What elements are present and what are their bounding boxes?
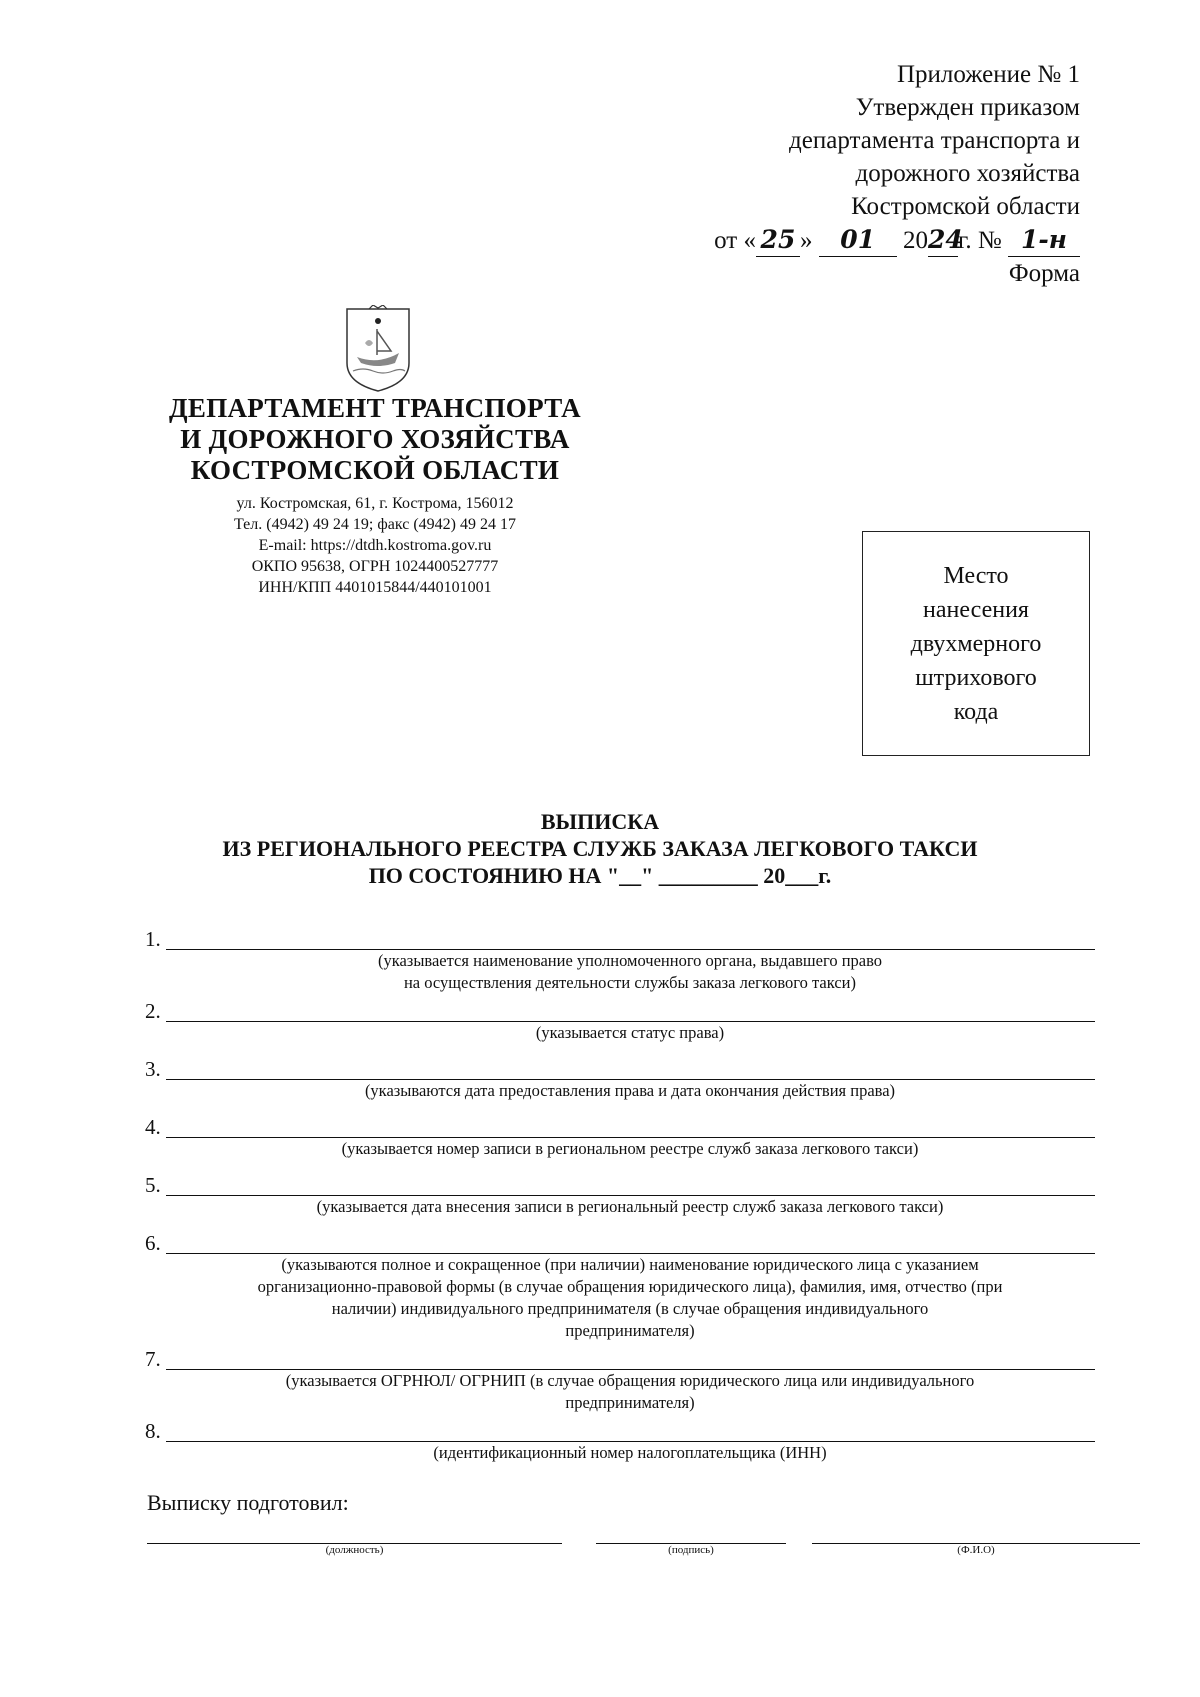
form-field [145, 1174, 1095, 1218]
year-prefix: 20 [902, 227, 928, 254]
signature-label: (подпись) [668, 1544, 714, 1556]
field-hint: (указывается номер записи в региональном реестре служб заказа легкового такси) [341, 1139, 919, 1158]
form-fields [145, 928, 1095, 1464]
field-number: 8. [145, 1419, 161, 1443]
approval-block [714, 58, 1080, 290]
fio-label: (Ф.И.О) [957, 1544, 995, 1556]
position-label: (должность) [325, 1544, 384, 1556]
field-hint: (указывается ОГРНЮЛ/ ОГРНИП (в случае обращения юридического лица или индивидуального предпринимателя) [285, 1371, 975, 1412]
field-hint: (указывается наименование уполномоченного органа, выдавшего право на осуществления деятельности службы заказа легкового такси) [377, 951, 883, 992]
field-number: 4. [145, 1115, 161, 1139]
form-label: Форма [1008, 260, 1080, 287]
barcode-text-1: Место [943, 562, 1009, 589]
barcode-text-3: двухмерного [910, 630, 1042, 657]
appendix-number: Приложение № 1 [896, 61, 1080, 88]
barcode-text-2: нанесения [923, 596, 1029, 623]
order-year: 24 [928, 223, 958, 257]
form-field [145, 1420, 1095, 1464]
field-line[interactable] [166, 1350, 1095, 1370]
form-field [145, 1000, 1095, 1044]
date-mid: » [799, 227, 813, 254]
title-line-3: ПО СОСТОЯНИЮ НА "__" _________ 20___г. [368, 863, 832, 888]
field-line[interactable] [166, 1176, 1095, 1196]
approver-line-3: Костромской области [851, 193, 1080, 220]
field-hint: (указывается дата внесения записи в региональный реестр служб заказа легкового такси) [316, 1197, 944, 1216]
form-field [145, 1058, 1095, 1102]
form-field [145, 1232, 1095, 1342]
field-line[interactable] [166, 1060, 1095, 1080]
department-address: ул. Костромская, 61, г. Кострома, 156012 [236, 495, 514, 512]
field-number: 2. [145, 999, 161, 1023]
order-date-line [714, 223, 1080, 257]
department-inn: ИНН/КПП 4401015844/440101001 [258, 579, 492, 596]
date-prefix: от « [714, 227, 756, 254]
field-number: 3. [145, 1057, 161, 1081]
department-name-line-2: И ДОРОЖНОГО ХОЗЯЙСТВА [180, 424, 570, 454]
field-line[interactable] [166, 1002, 1095, 1022]
department-okpo: ОКПО 95638, ОГРН 1024400527777 [251, 558, 499, 575]
number-prefix: г. № [957, 227, 1002, 254]
order-number: 1-н [1008, 223, 1080, 257]
field-line[interactable] [166, 1422, 1095, 1442]
field-line[interactable] [166, 1234, 1095, 1254]
field-number: 6. [145, 1231, 161, 1255]
approver-line-2: дорожного хозяйства [855, 160, 1080, 187]
barcode-text-5: кода [953, 698, 999, 725]
field-hint: (указывается статус права) [535, 1023, 725, 1042]
field-line[interactable] [166, 1118, 1095, 1138]
field-hint: (указываются дата предоставления права и дата окончания действия права) [364, 1081, 896, 1100]
department-name-line-1: ДЕПАРТАМЕНТ ТРАНСПОРТА [169, 393, 581, 423]
department-name-line-3: КОСТРОМСКОЙ ОБЛАСТИ [190, 455, 560, 485]
barcode-text-4: штрихового [915, 664, 1037, 691]
order-month: 01 [819, 223, 897, 257]
field-number: 5. [145, 1173, 161, 1197]
approved-by-order: Утвержден приказом [855, 94, 1080, 121]
field-line[interactable] [166, 930, 1095, 950]
field-number: 1. [145, 927, 161, 951]
field-hint: (указываются полное и сокращенное (при наличии) наименование юридического лица с указанием организационно-правовой формы (в случае обращения юридического лица), фамилия, имя, отчество (при наличии) индивидуального предпринимателя (в случае обращения индивидуального предпринимателя) [257, 1255, 1003, 1340]
department-email: E-mail: https://dtdh.kostroma.gov.ru [258, 537, 492, 554]
document-title [140, 808, 1060, 889]
title-line-2: ИЗ РЕГИОНАЛЬНОГО РЕЕСТРА СЛУЖБ ЗАКАЗА ЛЕГКОВОГО ТАКСИ [222, 836, 978, 861]
form-field [145, 928, 1095, 994]
department-phone: Тел. (4942) 49 24 19; факс (4942) 49 24 17 [234, 516, 516, 533]
prepared-by-label: Выписку подготовил: [147, 1490, 349, 1515]
department-header [150, 393, 600, 598]
kostroma-coat-of-arms-icon [343, 305, 413, 393]
order-day: 25 [756, 223, 800, 257]
field-hint: (идентификационный номер налогоплательщика (ИНН) [433, 1443, 827, 1462]
title-line-1: ВЫПИСКА [540, 809, 660, 834]
form-field [145, 1116, 1095, 1160]
barcode-placeholder-box [862, 531, 1090, 756]
field-number: 7. [145, 1347, 161, 1371]
form-field [145, 1348, 1095, 1414]
approver-line-1: департамента транспорта и [789, 127, 1080, 154]
